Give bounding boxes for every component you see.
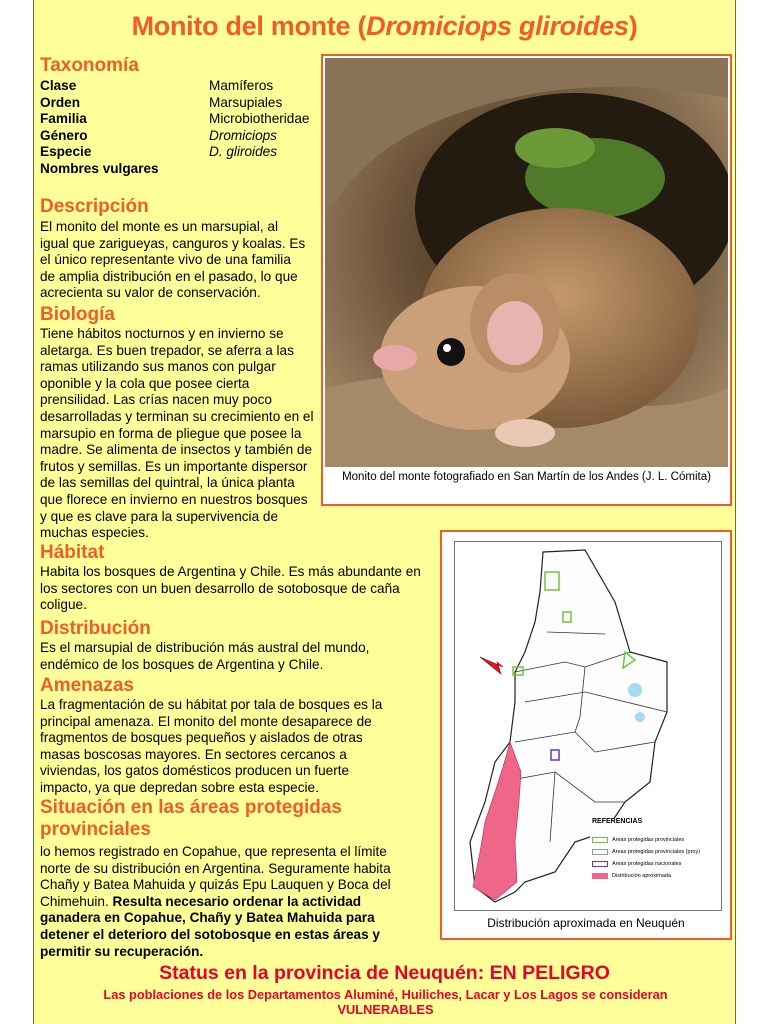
taxonomy-value: Mamíferos	[209, 78, 274, 93]
photo-caption: Monito del monte fotografiado en San Martín de los Andes (J. L. Cómita)	[342, 471, 711, 483]
legend-swatch	[592, 849, 608, 855]
situacion-text: lo hemos registrado en Copahue, que representa el límite norte de su distribución en Argentina. Seguramente habita Chañy y Batea Mahuida y quizás Epu Lauquen y Boca del Chimehuin. Resulta necesario ordenar la actividad ganadera en Copahue, Chañy y Batea Mahuida para detener el deterioro del sotobosque en estas áreas y permitir su recuperación.	[40, 844, 391, 959]
taxonomy-row	[40, 111, 340, 128]
situacion-heading	[40, 797, 342, 841]
taxonomy-row	[40, 78, 340, 95]
distribution-map	[454, 541, 722, 911]
distribucion-text: Es el marsupial de distribución más austral del mundo, endémico de los bosques de Argentina y Chile.	[40, 640, 370, 672]
taxonomy-value: Dromiciops	[209, 127, 277, 143]
taxonomy-value: Microbiotheridae	[209, 111, 310, 127]
monito-photo	[325, 58, 728, 467]
taxonomy-label: Género	[40, 127, 88, 143]
map-legend	[590, 818, 715, 888]
legend-label: Areas protegidas nacionales	[612, 861, 682, 867]
legend-swatch	[592, 861, 608, 867]
taxonomy-value: Marsupiales	[209, 94, 283, 110]
taxonomy-label: Clase	[40, 78, 77, 93]
amenazas-heading: Amenazas	[40, 675, 134, 696]
fact-sheet	[33, 0, 736, 1024]
amenazas-text: La fragmentación de su hábitat por tala de bosques es la principal amenaza. El monito del monte desaparece de fragmentos de bosques pequeños y aislados de otras masas boscosas mayores. En sectores cercanos a viviendas, los gatos domésticos producen un fuerte impacto, ya que depredan sobre esta especie.	[40, 697, 383, 795]
taxonomy-row	[40, 128, 340, 145]
biologia-heading: Biología	[40, 304, 115, 325]
taxonomy-row	[40, 161, 340, 178]
legend-label: Areas protegidas provinciales (proy)	[612, 849, 701, 855]
taxonomy-label: Nombres vulgares	[40, 161, 159, 176]
legend-swatch	[592, 873, 608, 879]
map-caption: Distribución aproximada en Neuquén	[487, 916, 685, 930]
photo-frame	[321, 54, 732, 506]
situacion-heading-line2: provinciales	[40, 819, 151, 840]
situacion-heading-line1: Situación en las áreas protegidas	[40, 797, 342, 818]
distribucion-heading: Distribución	[40, 618, 151, 639]
status-title: Status en la provincia de Neuquén: EN PELIGRO	[159, 962, 610, 984]
legend-item	[592, 860, 716, 868]
legend-item	[592, 872, 716, 880]
situacion-recommendation: Resulta necesario ordenar la actividad ganadera en Copahue, Chañy y Batea Mahuida para detener el deterioro del sotobosque en estas áreas y permitir su recuperación.	[40, 893, 380, 959]
habitat-heading: Hábitat	[40, 542, 105, 563]
taxonomy-heading: Taxonomía	[40, 55, 139, 76]
taxonomy-row	[40, 95, 340, 112]
taxonomy-value: D. gliroides	[209, 144, 277, 160]
legend-title: REFERENCIAS	[592, 818, 643, 825]
taxonomy-label: Orden	[40, 94, 81, 110]
biologia-text: Tiene hábitos nocturnos y en invierno se aletarga. Es buen trepador, se aferra a las ramas utilizando sus manos con pulgar oponible y la cola que posee cierta prensilidad. Las crías nacen muy poco desarrolladas y terminan su crecimiento en el marsupio en forma de pliegue que posee la madre. Se alimenta de insectos y también de frutos y semillas. Es un importante dispersor de las semillas del quintral, la única planta que florece en invierno en nuestros bosques y que es clave para la supervivencia de muchas especies.	[40, 326, 314, 541]
legend-swatch	[592, 837, 608, 843]
descripcion-text: El monito del monte es un marsupial, al igual que zarigueyas, canguros y koalas. Es el único representante vivo de una familia de amplia distribución en el pasado, lo que acrecienta su valor de conservación.	[40, 219, 306, 301]
habitat-text: Habita los bosques de Argentina y Chile. Es más abundante en los sectores con un buen desarrollo de sotobosque de caña coligue.	[40, 564, 421, 613]
legend-item	[592, 848, 716, 856]
taxonomy-label: Especie	[40, 144, 92, 160]
legend-label: Areas protegidas provinciales	[612, 837, 685, 843]
descripcion-heading: Descripción	[40, 196, 149, 217]
scientific-name: Dromiciops gliroides	[366, 11, 629, 41]
taxonomy-row	[40, 144, 340, 161]
legend-label: Distribución aproximada	[612, 873, 671, 879]
taxonomy-label: Familia	[40, 111, 87, 127]
legend-item	[592, 836, 716, 844]
map-frame	[440, 530, 732, 940]
status-note: Las poblaciones de los Departamentos Aluminé, Huiliches, Lacar y Los Lagos se consideran VULNERABLES	[103, 987, 668, 1017]
page-title: Monito del monte (Dromiciops gliroides)	[131, 11, 638, 41]
